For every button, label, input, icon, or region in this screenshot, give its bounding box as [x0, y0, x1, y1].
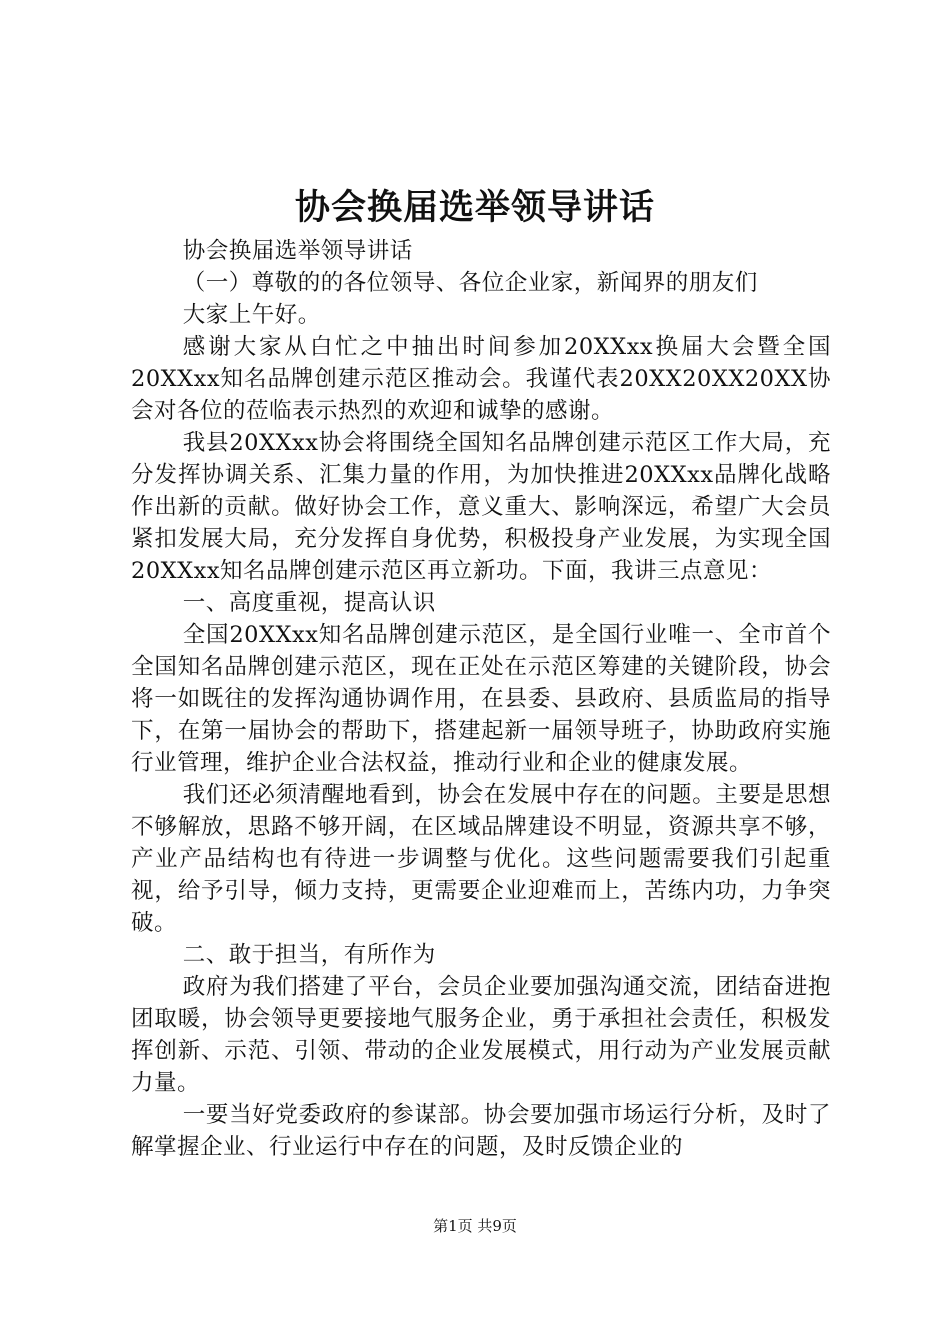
section-heading: 二、敢于担当，有所作为 — [182, 942, 436, 968]
document-title: 协会换届选举领导讲话 — [294, 188, 655, 228]
paragraph: 一要当好党委政府的参谋部。协会要加强市场运行分析，及时了解掌握企业、行业运行中存在的问题，及时反馈企业的 — [131, 1102, 831, 1160]
page-number-footer: 第1页 共9页 — [433, 1217, 517, 1235]
document-body — [131, 235, 831, 1163]
paragraph: 我县20XXxx协会将围绕全国知名品牌创建示范区工作大局，充分发挥协调关系、汇集力量的作用，为加快推进20XXxx品牌化战略作出新的贡献。做好协会工作，意义重大、影响深远，希望广大会员紧扣发展大局，充分发挥自身优势，积极投身产业发展，为实现全国20XXxx知名品牌创建示范区再立新功。下面，我讲三点意见： — [131, 430, 831, 584]
paragraph: 协会换届选举领导讲话 — [182, 238, 413, 264]
paragraph: 全国20XXxx知名品牌创建示范区，是全国行业唯一、全市首个全国知名品牌创建示范区，现在正处在示范区筹建的关键阶段，协会将一如既往的发挥沟通协调作用，在县委、县政府、县质监局的指导下，在第一届协会的帮助下，搭建起新一届领导班子，协助政府实施行业管理，维护企业合法权益，推动行业和企业的健康发展。 — [131, 622, 831, 776]
paragraph: （一）尊敬的的各位领导、各位企业家，新闻界的朋友们 — [182, 270, 758, 296]
paragraph: 感谢大家从白忙之中抽出时间参加20XXxx换届大会暨全国20XXxx知名品牌创建示范区推动会。我谨代表20XX20XX20XX协会对各位的莅临表示热烈的欢迎和诚挚的感谢。 — [131, 334, 831, 424]
section-heading: 一、高度重视，提高认识 — [182, 590, 436, 616]
paragraph: 我们还必须清醒地看到，协会在发展中存在的问题。主要是思想不够解放，思路不够开阔，在区域品牌建设不明显，资源共享不够，产业产品结构也有待进一步调整与优化。这些问题需要我们引起重视，给予引导，倾力支持，更需要企业迎难而上，苦练内功，力争突破。 — [131, 782, 831, 936]
paragraph: 政府为我们搭建了平台，会员企业要加强沟通交流，团结奋进抱团取暖，协会领导更要接地气服务企业，勇于承担社会责任，积极发挥创新、示范、引领、带动的企业发展模式，用行动为产业发展贡献力量。 — [131, 974, 831, 1096]
paragraph: 大家上午好。 — [182, 302, 321, 328]
